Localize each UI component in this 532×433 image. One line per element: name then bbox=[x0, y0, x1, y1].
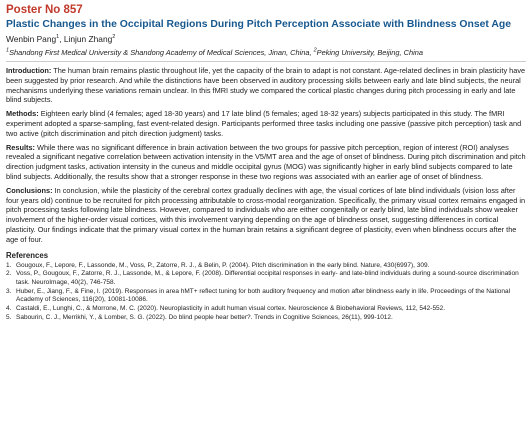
reference-number: 3. bbox=[6, 287, 12, 295]
affiliation-text: Shandong First Medical University & Shandong Academy of Medical Sciences, Jinan, China, bbox=[9, 48, 314, 57]
author-affil-mark: 1 bbox=[56, 34, 60, 41]
results-section bbox=[6, 143, 526, 182]
reference-item bbox=[6, 314, 526, 323]
reference-item bbox=[6, 288, 526, 305]
author-list bbox=[6, 34, 526, 45]
reference-item bbox=[6, 305, 526, 314]
section-text: In conclusion, while the plasticity of the cerebral cortex gradually declines with age, the visual cortices of late blind individuals (vision loss after four years old) continue to be recruited for pitch processing attributable to cross-modal reorganization. Specifically, the primary visual cortex remains engaged in pitch processing tasks following late blindness. However, compared to individuals who are either congenitally or early blind, late blind individuals show weaker involvement of the higher-order visual cortices, with this involvement varying depending on the age of blindness onset, suggesting differences in cortical plasticity. Our findings indicate that the primary visual cortex in the human brain retains a significant degree of plasticity, even when blindness occurs after the age of four. bbox=[6, 185, 526, 244]
affiliations bbox=[6, 48, 526, 58]
methods-section bbox=[6, 109, 526, 138]
section-text: Eighteen early blind (4 females; aged 18-30 years) and 17 late blind (5 females; aged 18-32 years) subjects participated in this study. The fMRI experiment adopted a sparse-sampling, fast event-related design. Participants performed three tasks including one passive (passive pitch perception) task and two active (pitch discrimination and pitch direction judgment) tasks. bbox=[6, 109, 522, 138]
reference-number: 5. bbox=[6, 313, 12, 321]
section-label: Introduction: bbox=[6, 66, 52, 75]
author-name: Linjun Zhang bbox=[63, 34, 113, 44]
section-text: The human brain remains plastic throughout life, yet the capacity of the brain to adapt is not constant. Age-related declines in brain plasticity have been suggested by prior research. And while the distinctions have been observed in auditory processing skills between early and late blind subjects, the neural mechanisms underlying these variations remain unclear. In this fMRI study we compared the cortical plastic changes during pitch processing in early and late blind subjects. bbox=[6, 66, 526, 105]
reference-text: Sabourin, C. J., Merrikhi, Y., & Lomber, S. G. (2022). Do blind people hear better?. Trends in Cognitive Sciences, 26(11), 999-1012. bbox=[16, 313, 393, 321]
reference-text: Castaldi, E., Lunghi, C., & Morrone, M. C. (2020). Neuroplasticity in adult human visual cortex. Neuroscience & Biobehavioral Reviews, 112, 542-552. bbox=[16, 305, 446, 313]
section-label: Conclusions: bbox=[6, 185, 53, 195]
author-name: Wenbin Pang bbox=[6, 34, 57, 44]
references-heading: References bbox=[6, 250, 49, 260]
introduction-section bbox=[6, 66, 526, 105]
affil-mark: 1 bbox=[6, 47, 10, 54]
reference-number: 1. bbox=[6, 261, 12, 269]
conclusions-section bbox=[6, 186, 526, 245]
reference-list bbox=[6, 262, 526, 323]
section-label: Methods: bbox=[6, 109, 39, 119]
reference-number: 2. bbox=[6, 270, 12, 278]
author-separator: , bbox=[59, 34, 64, 44]
section-text: While there was no significant difference in brain activation between the two groups for passive pitch perception, region of interest (ROI) analyses revealed a significant negative correlation between activation intensity in the V5/MT area and the age of onset of blindness. During pitch discrimination and pitch direction judgment tasks, activation intensity in the cuneus and middle occipital gyrus (MOG) was significantly higher in early blind subjects compared to late blind subjects. Additionally, the results show that a stronger response in these two regions was associated with an earlier age of onset of blindness. bbox=[6, 142, 526, 181]
section-label: Results: bbox=[6, 142, 35, 152]
affiliation-text: Peking University, Beijing, China bbox=[316, 48, 423, 57]
affil-mark: 2 bbox=[313, 47, 317, 54]
reference-text: Gougoux, F., Lepore, F., Lassonde, M., Voss, P., Zatorre, R. J., & Belin, P. (2004). Pitch discrimination in the early blind. Nature, 430(6997), 309. bbox=[16, 261, 430, 269]
author-affil-mark: 2 bbox=[112, 34, 116, 41]
reference-item bbox=[6, 262, 526, 271]
reference-number: 4. bbox=[6, 305, 12, 313]
reference-item bbox=[6, 270, 526, 287]
poster-title: Plastic Changes in the Occipital Regions During Pitch Perception Associate with Blindness Onset Age bbox=[6, 19, 512, 30]
poster-number: Poster No 857 bbox=[6, 4, 83, 16]
divider bbox=[6, 61, 526, 62]
reference-text: Voss, P., Gougoux, F., Zatorre, R. J., Lassonde, M., & Lepore, F. (2008). Differential occipital responses in early- and late-blind individuals during a sound-source discrimination task. NeuroImage, 40(2), 746-758. bbox=[16, 270, 519, 286]
reference-text: Huber, E., Jiang, F., & Fine, I. (2019). Responses in area hMT+ reflect tuning for both auditory frequency and motion after blindness early in life. Proceedings of the National Academy of Sciences, 116(20), 10081-10086. bbox=[16, 287, 511, 304]
